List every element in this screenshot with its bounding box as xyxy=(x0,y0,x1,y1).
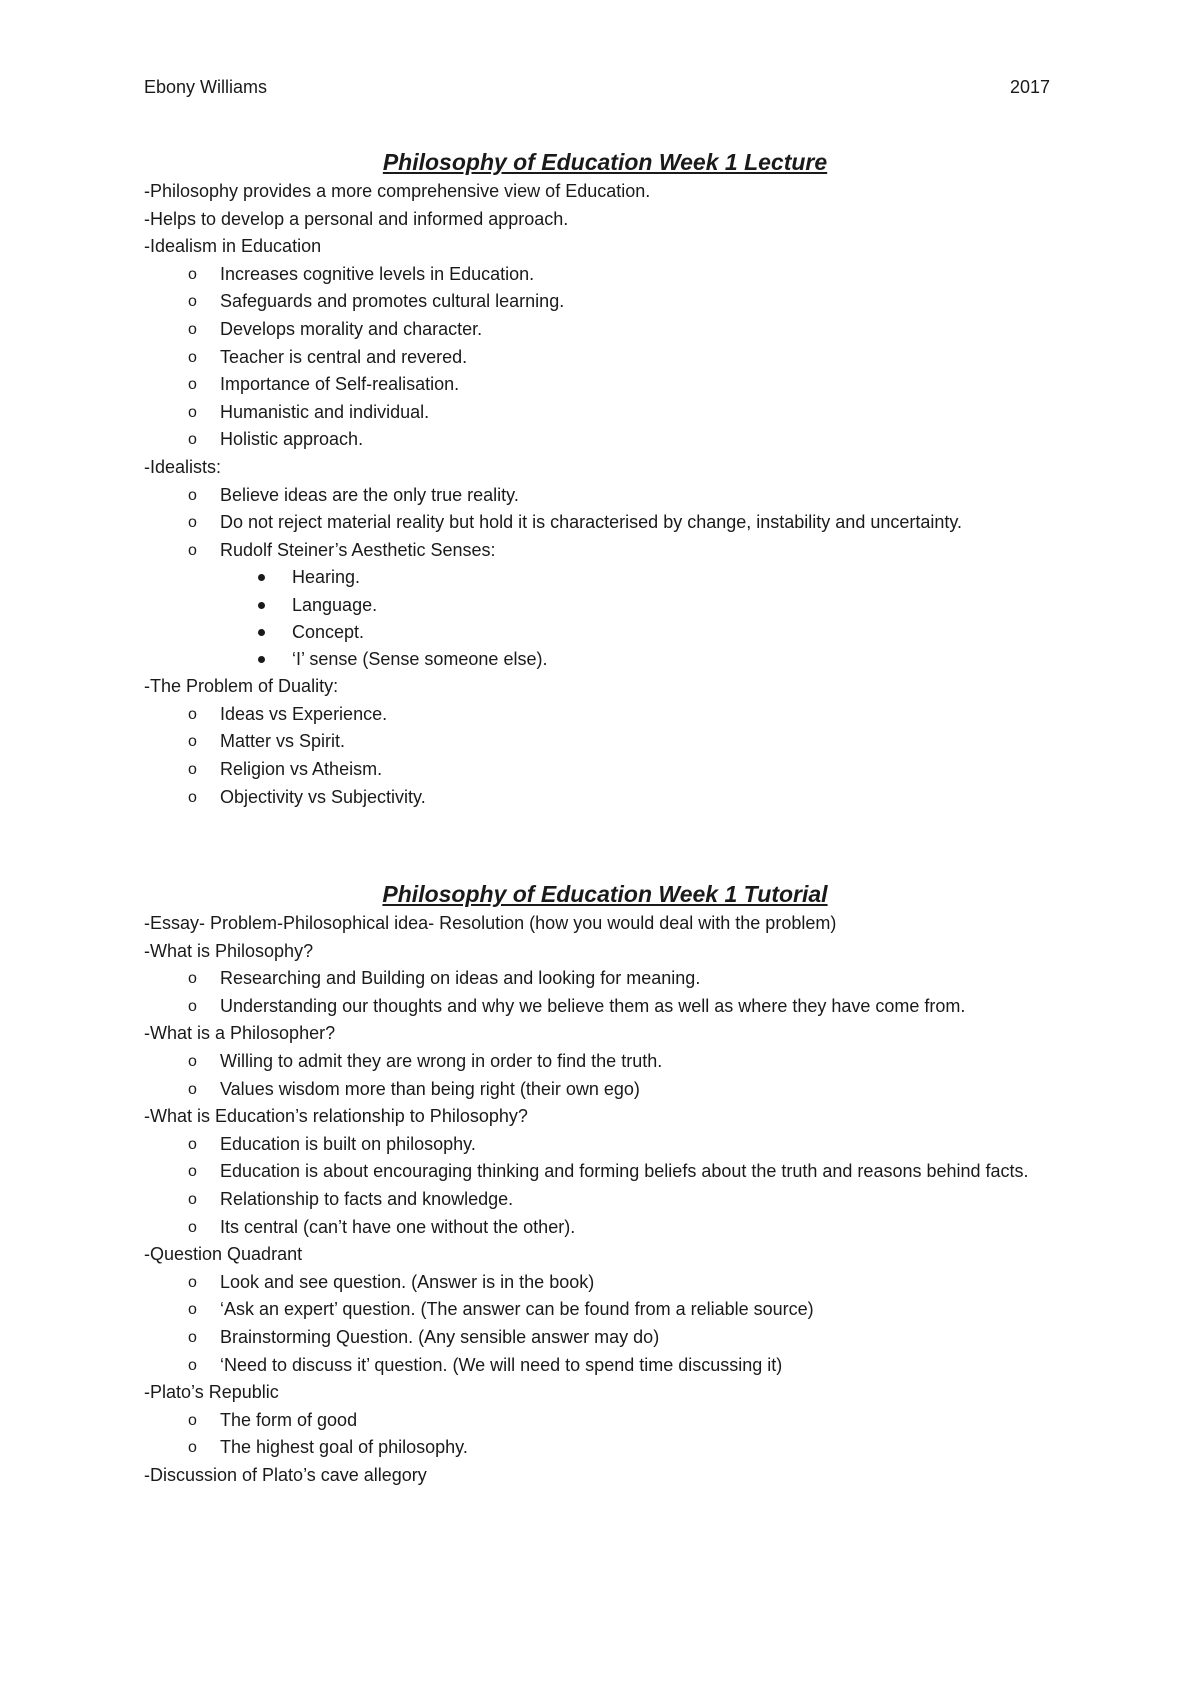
author-name: Ebony Williams xyxy=(144,77,268,97)
circle-bullet-icon: o xyxy=(188,486,197,504)
list-item: o The highest goal of philosophy. xyxy=(144,1434,1054,1462)
list-item: o Education is built on philosophy. xyxy=(144,1131,1054,1159)
circle-bullet-icon: o xyxy=(188,403,197,421)
circle-bullet-icon: o xyxy=(188,1328,197,1346)
list-item: o Matter vs Spirit. xyxy=(144,728,1054,756)
list-item: o Look and see question. (Answer is in the book) xyxy=(144,1269,1054,1297)
list-item: o Education is about encouraging thinking and forming beliefs about the truth and reasons behind facts. xyxy=(144,1158,1054,1186)
lecture-line: -Idealists: xyxy=(144,456,222,477)
lecture-line: -Idealism in Education xyxy=(144,236,322,257)
list-item: o Values wisdom more than being right (their own ego) xyxy=(144,1076,1054,1104)
tutorial-line: -Discussion of Plato’s cave allegory xyxy=(144,1464,427,1485)
dot-bullet-icon xyxy=(258,574,265,581)
lecture-line: -The Problem of Duality: xyxy=(144,676,339,697)
circle-bullet-icon: o xyxy=(188,376,197,394)
circle-bullet-icon: o xyxy=(188,514,197,532)
circle-bullet-icon: o xyxy=(188,1052,197,1070)
document-year: 2017 xyxy=(1010,77,1051,97)
circle-bullet-icon: o xyxy=(188,431,197,449)
circle-bullet-icon: o xyxy=(188,1273,197,1291)
lecture-section xyxy=(144,148,1054,811)
circle-bullet-icon: o xyxy=(188,1439,197,1457)
list-item: o Increases cognitive levels in Education. xyxy=(144,261,1054,289)
list-item: o Relationship to facts and knowledge. xyxy=(144,1186,1054,1214)
list-item: o Safeguards and promotes cultural learning. xyxy=(144,288,1054,316)
circle-bullet-icon: o xyxy=(188,348,197,366)
sub-list-item: Hearing. xyxy=(144,564,1054,591)
tutorial-line: -What is Education’s relationship to Philosophy? xyxy=(144,1106,528,1127)
circle-bullet-icon: o xyxy=(188,1411,197,1429)
list-item: o Its central (can’t have one without the other). xyxy=(144,1214,1054,1242)
tutorial-line: -Essay- Problem-Philosophical idea- Resolution (how you would deal with the problem) xyxy=(144,913,837,933)
circle-bullet-icon: o xyxy=(188,997,197,1015)
circle-bullet-icon: o xyxy=(188,1135,197,1153)
list-item: o Understanding our thoughts and why we believe them as well as where they have come from. xyxy=(144,993,1054,1021)
list-item: o ‘Ask an expert’ question. (The answer can be found from a reliable source) xyxy=(144,1296,1054,1324)
list-item: o Do not reject material reality but hold it is characterised by change, instability and uncertainty. xyxy=(144,509,1054,537)
circle-bullet-icon: o xyxy=(188,788,197,806)
dot-bullet-icon xyxy=(258,656,265,663)
list-item: o Believe ideas are the only true reality. xyxy=(144,482,1054,510)
sub-list-item: ‘I’ sense (Sense someone else). xyxy=(144,646,1054,673)
sub-list-item: Language. xyxy=(144,592,1054,619)
list-item: o Rudolf Steiner’s Aesthetic Senses: xyxy=(144,537,1054,565)
circle-bullet-icon: o xyxy=(188,970,197,988)
list-item: o The form of good xyxy=(144,1407,1054,1435)
list-item: o Importance of Self-realisation. xyxy=(144,371,1054,399)
list-item: o Religion vs Atheism. xyxy=(144,756,1054,784)
list-item: o Teacher is central and revered. xyxy=(144,344,1054,372)
lecture-line: -Philosophy provides a more comprehensive view of Education. xyxy=(144,181,651,201)
list-item: o Objectivity vs Subjectivity. xyxy=(144,784,1054,812)
sub-list-item: Concept. xyxy=(144,619,1054,646)
list-item: o Researching and Building on ideas and looking for meaning. xyxy=(144,965,1054,993)
tutorial-line: -Question Quadrant xyxy=(144,1244,303,1265)
circle-bullet-icon: o xyxy=(188,293,197,311)
circle-bullet-icon: o xyxy=(188,1356,197,1374)
circle-bullet-icon: o xyxy=(188,1190,197,1208)
circle-bullet-icon: o xyxy=(188,1301,197,1319)
lecture-title: Philosophy of Education Week 1 Lecture xyxy=(382,149,828,175)
tutorial-line: -What is a Philosopher? xyxy=(144,1023,336,1044)
list-item: o Humanistic and individual. xyxy=(144,399,1054,427)
circle-bullet-icon: o xyxy=(188,1218,197,1236)
list-item: o Develops morality and character. xyxy=(144,316,1054,344)
circle-bullet-icon: o xyxy=(188,265,197,283)
circle-bullet-icon: o xyxy=(188,705,197,723)
circle-bullet-icon: o xyxy=(188,1080,197,1098)
list-item: o Willing to admit they are wrong in order to find the truth. xyxy=(144,1048,1054,1076)
list-item: o Brainstorming Question. (Any sensible answer may do) xyxy=(144,1324,1054,1352)
list-item: o Ideas vs Experience. xyxy=(144,701,1054,729)
tutorial-section xyxy=(144,880,1054,1489)
circle-bullet-icon: o xyxy=(188,760,197,778)
circle-bullet-icon: o xyxy=(188,320,197,338)
circle-bullet-icon: o xyxy=(188,541,197,559)
lecture-line: -Helps to develop a personal and informed approach. xyxy=(144,208,569,229)
list-item: o ‘Need to discuss it’ question. (We will need to spend time discussing it) xyxy=(144,1352,1054,1380)
circle-bullet-icon: o xyxy=(188,1163,197,1181)
circle-bullet-icon: o xyxy=(188,733,197,751)
list-item: o Holistic approach. xyxy=(144,426,1054,454)
tutorial-line: -What is Philosophy? xyxy=(144,940,314,961)
dot-bullet-icon xyxy=(258,629,265,636)
tutorial-line: -Plato’s Republic xyxy=(144,1382,279,1403)
tutorial-title: Philosophy of Education Week 1 Tutorial xyxy=(382,881,828,907)
dot-bullet-icon xyxy=(258,602,265,609)
